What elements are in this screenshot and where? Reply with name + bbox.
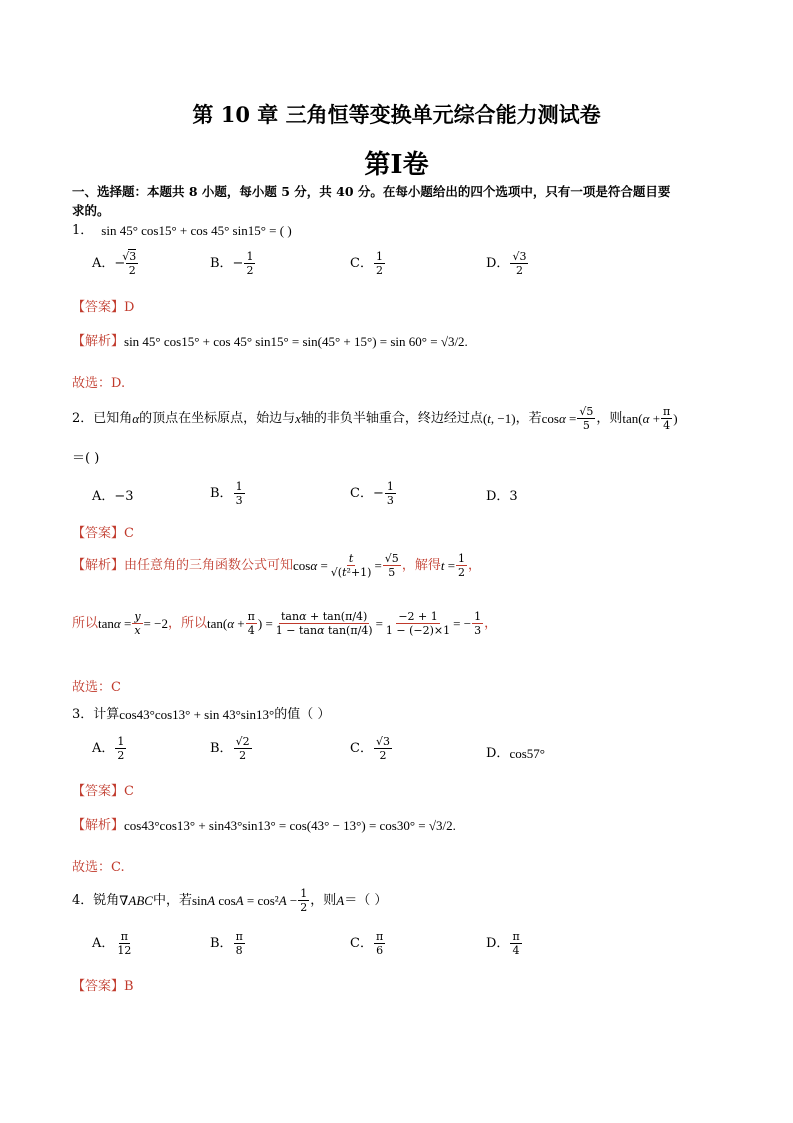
q1-answer: 【答案】D (72, 300, 135, 315)
q1-option-c: C． $\frac{1}{2}$ (350, 250, 383, 277)
q3-conclusion: 故选：C. (72, 860, 125, 875)
q2-analysis-line2: 所以tanα = $\frac{y}{x}$ = −2，所以tan(α + $\frac{\pi}{4}$ ) = $\frac{\tan\alpha + \tan(\pi/4)}{\text{1 − tanα tan(π/4)}}$ = $\frac{-2 + 1}{1 - (-2)\times 1}$ = − $\frac{1}{3}$ ， (72, 610, 498, 637)
q1-conclusion: 故选：D. (72, 376, 126, 391)
q4-answer: 【答案】B (72, 979, 134, 994)
q1-analysis: 【解析】sin 45° cos15° + cos 45° sin15° = sin(45° + 15°) = sin 60° = √3/2. (72, 333, 468, 349)
q3-option-a: A． $\frac{1}{2}$ (92, 735, 125, 762)
q3-analysis: 【解析】cos43°cos13° + sin43°sin13° = cos(43° − 13°) = cos30° = √3/2. (72, 817, 456, 833)
q4-option-d: D． $\frac{\pi}{4}$ (486, 930, 520, 957)
q3-option-c: C． $\frac{√3}{2}$ (350, 735, 390, 762)
q4-option-c: C． $\frac{\pi}{6}$ (350, 930, 384, 957)
section-instruction (72, 182, 732, 220)
q1-option-a: A．− 3 √ 2 (92, 250, 137, 277)
q3-option-d: D．cos57° (486, 745, 545, 761)
q2-conclusion: 故选：C (72, 680, 121, 695)
q2-answer: 【答案】C (72, 526, 134, 541)
q4-option-b: B． $\frac{\pi}{8}$ (210, 930, 243, 957)
question-1-stem: 1． sin 45° cos15° + cos 45° sin15° = ( ) (72, 222, 292, 238)
instruction-line-1: 一、选择题：本题共 8 小题，每小题 5 分，共 40 分。在每小题给出的四个选项中，只有一项是符合题目要 (72, 184, 671, 199)
q3-answer: 【答案】C (72, 784, 134, 799)
question-4-stem: 4．锐角∇ABC中，若sinA cosA = cos²A − $\frac{1}{2}$ ，则A＝（ ） (72, 887, 388, 914)
q4-option-a: A． $\frac{\pi}{12}$ (92, 930, 132, 957)
q2-option-d: D．3 (486, 489, 518, 504)
page-title: 第 10 章 三角恒等变换单元综合能力测试卷 (192, 102, 601, 127)
q1-option-b: B．− $\frac{1}{2}$ (210, 250, 254, 277)
question-2-stem: 2．已知角α的顶点在坐标原点，始边与x轴的非负半轴重合，终边经过点(t, −1)，若cosα = $\frac{√5}{5}$ ，则tan(α + $\frac{\pi}{4}$ ) (72, 405, 678, 432)
page-subtitle: 第Ⅰ卷 (364, 150, 429, 180)
q2-analysis-line1: 【解析】由任意角的三角函数公式可知cosα = $\frac{t}{\text{√(t²+1)}}$ = $\frac{√5}{5}$ ，解得t = $\frac{1}{2}$ ， (72, 552, 482, 579)
q3-option-b: B． $\frac{√2}{2}$ (210, 735, 250, 762)
q1-option-d: D． $\frac{√3}{2}$ (486, 250, 527, 277)
q2-option-b: B． $\frac{1}{3}$ (210, 480, 243, 507)
question-2-stem-end: ＝( ) (72, 451, 100, 466)
instruction-line-2: 求的。 (72, 203, 110, 218)
q2-option-a: A．−3 (92, 489, 134, 504)
question-3-stem: 3．计算cos43°cos13° + sin 43°sin13°的值（ ） (72, 706, 331, 722)
q2-option-c: C．− $\frac{1}{3}$ (350, 480, 394, 507)
